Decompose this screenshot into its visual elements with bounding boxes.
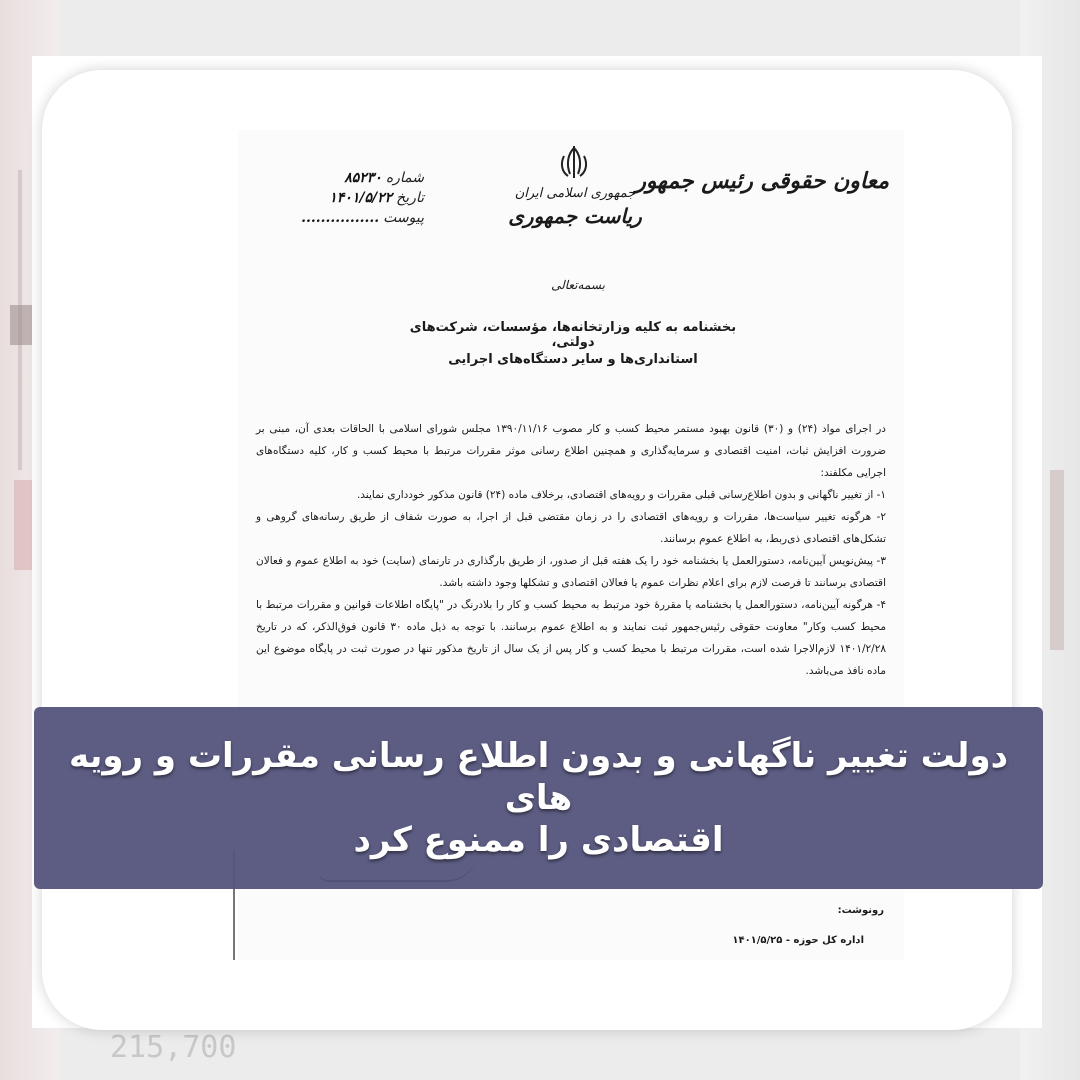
letter-header-office: ریاست جمهوری	[508, 204, 642, 228]
date-value: ۱۴۰۱/۵/۲۲	[329, 190, 393, 206]
headline-line-2: اقتصادی را ممنوع کرد	[353, 820, 724, 860]
letter-item-2: ۲- هرگونه تغییر سیاست‌ها، مقررات و رویه‌های اقتصادی را در زمان مقتضی قبل از اجرا، به صورت شفاف از طریق رسانه‌های گروهی و تشکل‌های اقتصادی ذی‌ربط، به اطلاع عموم برسانند.	[256, 511, 886, 545]
letter-body	[256, 418, 886, 682]
letter-item-4: ۴- هرگونه آیین‌نامه، دستورالعمل یا بخشنامه یا مقررهٔ خود مرتبط به محیط کسب و کار را بلادرنگ در "پایگاه اطلاعات قوانین و مقررات مرتبط با محیط کسب وکار" معاونت حقوقی رئیس‌جمهور ثبت نمایند و به اطلاع عموم برسانند. با توجه به ذیل ماده ۳۰ قانون فوق‌الذکر، که در تاریخ ۱۴۰۱/۲/۲۸ لازم‌الاجرا شده است، مقررات مرتبط با محیط کسب و کار پس از یک سال از تاریخ مذکور تنها در صورت ثبت در پایگاه موضوع این ماده نافذ می‌باشد.	[256, 599, 886, 677]
number-value: ۸۵۲۳۰	[344, 170, 382, 186]
letter-header-country: جمهوری اسلامی ایران	[514, 186, 636, 201]
letter-item-3: ۳- پیش‌نویس آیین‌نامه، دستورالعمل یا بخشنامه خود را یک هفته قبل از صدور، از طریق بارگذاری در تارنمای (سایت) خود به اطلاع عموم و فعالان اقتصادی برسانند تا فرصت لازم برای اعلام نظرات عموم یا فعالان اقتصادی و تشکلها وجود داشته باشد.	[256, 555, 886, 589]
chart-candle	[14, 480, 32, 570]
letter-header-title: معاون حقوقی رئیس جمهور	[635, 168, 889, 194]
background-number: 215,700	[110, 1030, 237, 1065]
chart-candle	[1050, 470, 1064, 650]
letter-intro: در اجرای مواد (۲۴) و (۳۰) قانون بهبود مستمر محیط کسب و کار مصوب ۱۳۹۰/۱۱/۱۶ مجلس شورای اسلامی با الحاقات بعدی آن، مبنی بر ضرورت افزایش ثبات، امنیت اقتصادی و سرمایه‌گذاری و همچنین اطلاع رسانی موثر مقررات مرتبط با محیط کسب و کار، کلیه دستگاه‌های اجرایی مکلفند:	[256, 423, 886, 479]
number-label: شماره	[385, 170, 424, 186]
basmala: بسمه‌تعالی	[551, 278, 605, 292]
chart-candle	[10, 305, 32, 345]
recipients-line-2: استانداری‌ها و سایر دستگاه‌های اجرایی	[448, 352, 698, 367]
letter-item-1: ۱- از تغییر ناگهانی و بدون اطلاع‌رسانی قبلی مقررات و رویه‌های اقتصادی، برخلاف ماده (۲۴) قانون مذکور خودداری نمایند.	[356, 489, 886, 501]
cc-line: اداره کل حوزه - ۱۴۰۱/۵/۲۵	[732, 935, 864, 946]
iran-emblem-icon	[556, 144, 592, 182]
recipients-line-1: بخشنامه به کلیه وزارتخانه‌ها، مؤسسات، شرکت‌های دولتی،	[409, 320, 737, 350]
date-label: تاریخ	[396, 190, 424, 206]
cc-label: رونوشت:	[837, 905, 884, 916]
attachment-label: پیوست	[383, 210, 424, 226]
headline-line-1: دولت تغییر ناگهانی و بدون اطلاع رسانی مقررات و رویه های	[68, 736, 1009, 818]
attachment-value: ................	[301, 210, 380, 226]
headline-banner	[34, 707, 1043, 889]
letter-meta	[264, 168, 424, 228]
